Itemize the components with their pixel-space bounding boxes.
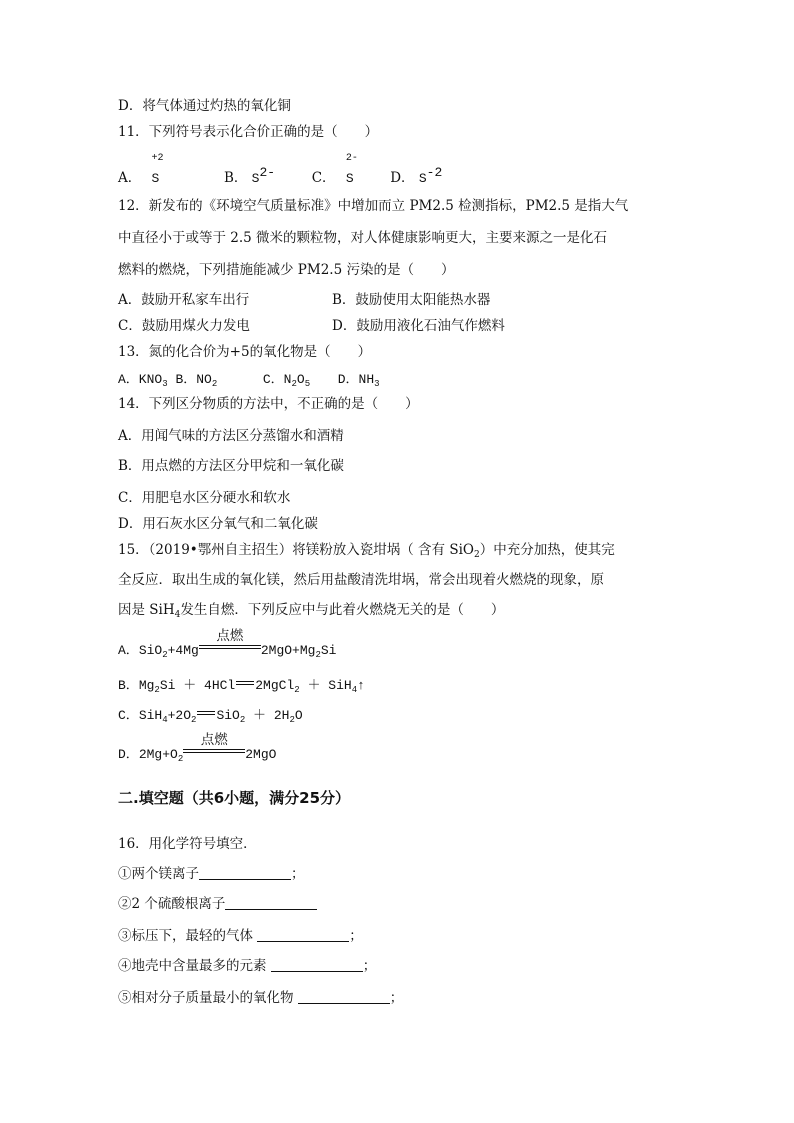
q15-stem-line1: 15．（2019•鄂州自主招生）将镁粉放入瓷坩埚（ 含有 SiO$_2$）中充分加热，使其完 bbox=[118, 542, 615, 560]
q12-option-d: D．鼓励用液化石油气作燃料 bbox=[332, 318, 505, 334]
q14-option-b: B．用点燃的方法区分甲烷和一氧化碳 bbox=[118, 458, 344, 474]
q11-option-c-valence: 2- bbox=[345, 153, 358, 164]
answer-blank[interactable] bbox=[298, 989, 390, 1004]
q15-stem-line2: 全反应．取出生成的氧化镁，然后用盐酸清洗坩埚，常会出现着火燃烧的现象，原 bbox=[118, 572, 604, 588]
q12-stem-line3: 燃料的燃烧，下列措施能减少 PM2.5 污染的是（ ） bbox=[118, 262, 455, 278]
q16-item: ③标压下，最轻的气体 ； bbox=[118, 928, 363, 944]
q15-stem-line3: 因是 SiH$_4$发生自燃．下列反应中与此着火燃烧无关的是（ ） bbox=[118, 602, 505, 620]
q16-item: ①两个镁离子 ； bbox=[118, 866, 305, 882]
q13-stem: 13．氮的化合价为+5的氧化物是（ ） bbox=[118, 344, 372, 360]
q11-option-a-label: A． bbox=[118, 170, 142, 186]
equals-sign bbox=[235, 676, 255, 690]
q13-option-b: B．NO bbox=[175, 372, 212, 387]
q13-option-c: C．N bbox=[262, 372, 292, 387]
q11-option-c-label: C． bbox=[311, 170, 336, 186]
q11-option-b-symbol: S bbox=[251, 171, 260, 186]
q11-option-b-charge: 2- bbox=[259, 165, 276, 180]
q15-option-d: D．$2Mg+O_2$ 点燃 2MgO bbox=[118, 732, 277, 764]
q12-option-c: C．鼓励用煤火力发电 bbox=[118, 318, 250, 334]
equals-sign bbox=[196, 706, 216, 720]
section-heading: 二.填空题（共6小题，满分25分） bbox=[118, 789, 351, 807]
q16-item: ④地壳中含量最多的元素 ； bbox=[118, 958, 377, 974]
q11-option-b-label: B． bbox=[223, 170, 248, 186]
q14-option-c: C．用肥皂水区分硬水和软水 bbox=[118, 490, 291, 506]
q14-option-a: A．用闻气味的方法区分蒸馏水和酒精 bbox=[118, 428, 344, 444]
q11-options bbox=[118, 153, 443, 189]
q13-options: A．$KNO_3$ B．$NO_2$ C．$N_2O_5$ D．$NH_3$ bbox=[118, 372, 380, 389]
answer-blank[interactable] bbox=[199, 865, 291, 880]
answer-blank[interactable] bbox=[257, 927, 349, 942]
q11-option-d-charge: -2 bbox=[426, 165, 443, 180]
q16-item: ②2 个硫酸根离子 bbox=[118, 894, 317, 914]
q14-option-d: D．用石灰水区分氧气和二氧化碳 bbox=[118, 516, 318, 532]
q13-option-a: A．KNO bbox=[118, 372, 163, 387]
answer-blank[interactable] bbox=[225, 895, 317, 910]
q11-option-a-valence: +2 bbox=[151, 153, 164, 164]
q15-option-a: A．SiO$_2$+4Mg 点燃 $2MgO+Mg_2Si$ bbox=[118, 628, 337, 660]
q12-option-b: B．鼓励使用太阳能热水器 bbox=[332, 292, 491, 308]
q11-stem: 11．下列符号表示化合价正确的是（ ） bbox=[118, 124, 379, 140]
q11-option-c-symbol: 2- S bbox=[345, 153, 358, 186]
q15-option-b: B．$Mg_2Si + 4HCl$ 2MgCl$_2$ ＋ SiH$_4$↑ bbox=[118, 678, 365, 695]
reaction-condition-arrow: 点燃 bbox=[199, 638, 261, 656]
q11-option-d-symbol: S bbox=[418, 171, 427, 186]
reaction-condition-arrow: 点燃 bbox=[183, 742, 245, 760]
q15-option-c: C．$SiH_4+2O_2$ $SiO_2 + 2H_2O$ bbox=[118, 708, 303, 725]
q12-stem-line1: 12．新发布的《环境空气质量标准》中增加而立 PM2.5 检测指标，PM2.5 是指大气 bbox=[118, 198, 629, 214]
q10-option-d: D．将气体通过灼热的氧化铜 bbox=[118, 98, 291, 114]
answer-blank[interactable] bbox=[271, 957, 363, 972]
q16-item: ⑤相对分子质量最小的氧化物 ； bbox=[118, 990, 404, 1006]
q12-stem-line2: 中直径小于或等于 2.5 微米的颗粒物，对人体健康影响更大，主要来源之一是化石 bbox=[118, 230, 608, 246]
q11-option-d-label: D． bbox=[390, 170, 415, 186]
q13-option-d: D．NH bbox=[337, 372, 375, 387]
q14-stem: 14．下列区分物质的方法中，不正确的是（ ） bbox=[118, 396, 419, 412]
q12-option-a: A．鼓励开私家车出行 bbox=[118, 292, 250, 308]
q16-stem: 16．用化学符号填空． bbox=[118, 836, 257, 852]
q11-option-a-symbol: +2 S bbox=[151, 153, 164, 186]
